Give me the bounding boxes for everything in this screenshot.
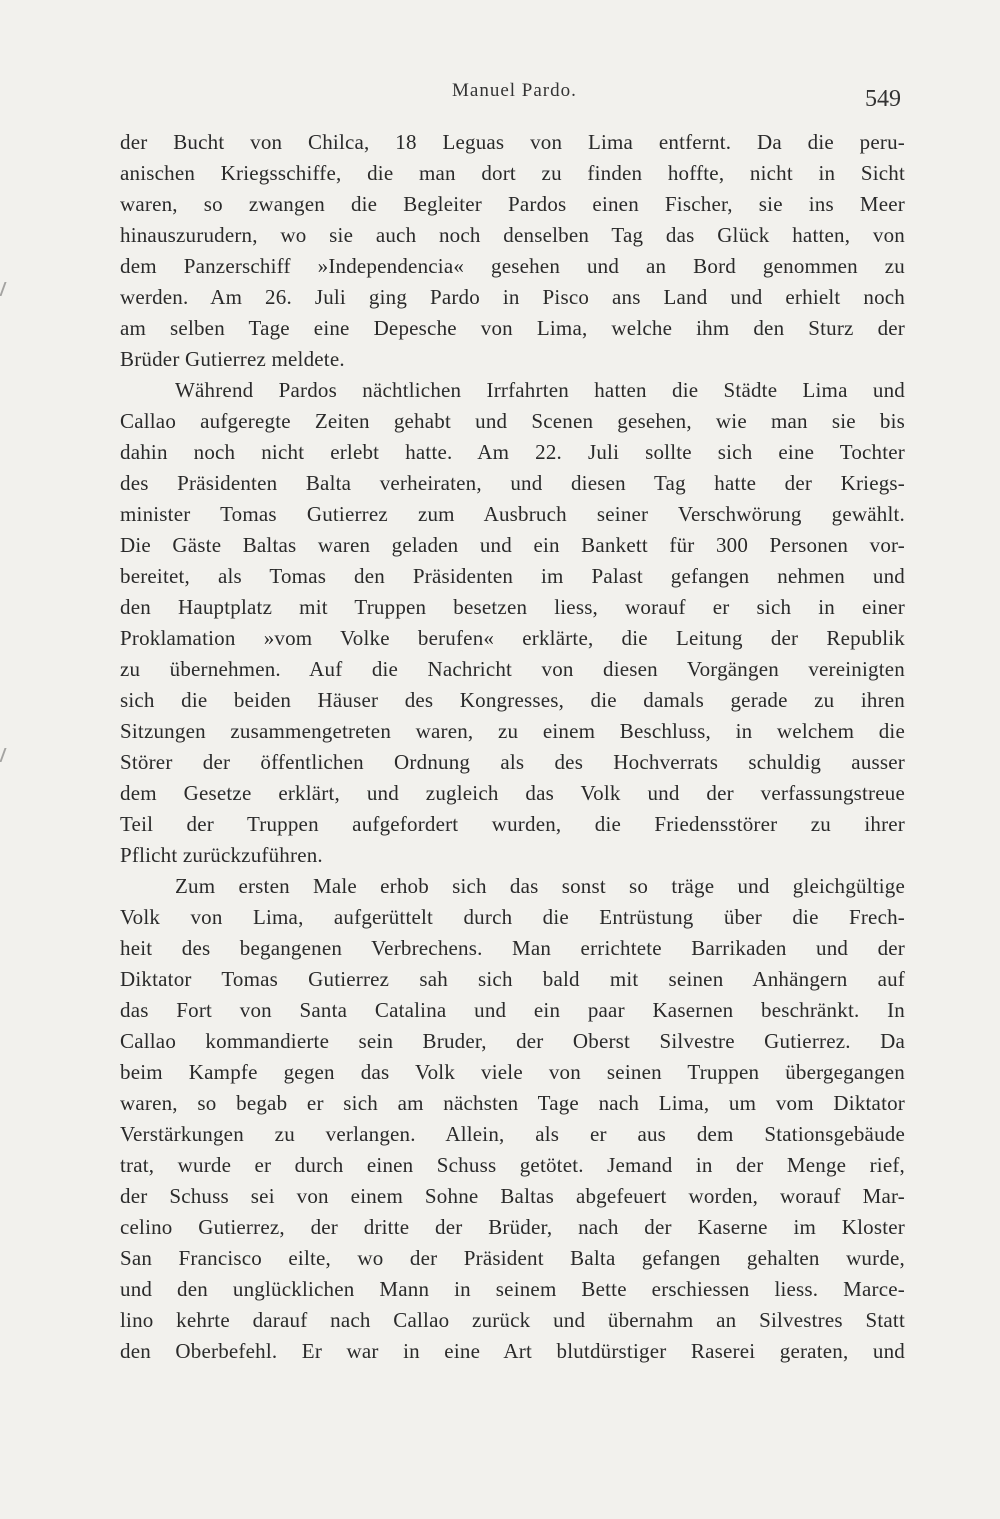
text-line: Die Gäste Baltas waren geladen und ein Bankett für 300 Personen vor- <box>120 533 905 557</box>
text-line: dahin noch nicht erlebt hatte. Am 22. Juli sollte sich eine Tochter <box>120 440 905 464</box>
text-line: bereitet, als Tomas den Präsidenten im Palast gefangen nehmen und <box>120 564 905 588</box>
text-line: heit des begangenen Verbrechens. Man errichtete Barrikaden und der <box>120 936 905 960</box>
text-line: Teil der Truppen aufgefordert wurden, die Friedensstörer zu ihrer <box>120 812 905 836</box>
text-line: Während Pardos nächtlichen Irrfahrten hatten die Städte Lima und <box>175 378 905 402</box>
text-line: das Fort von Santa Catalina und ein paar Kasernen beschränkt. In <box>120 998 905 1022</box>
text-line: Sitzungen zusammengetreten waren, zu einem Beschluss, in welchem die <box>120 719 905 743</box>
text-line: zu übernehmen. Auf die Nachricht von diesen Vorgängen vereinigten <box>120 657 905 681</box>
text-line: sich die beiden Häuser des Kongresses, die damals gerade zu ihren <box>120 688 905 712</box>
text-line: der Bucht von Chilca, 18 Leguas von Lima entfernt. Da die peru- <box>120 130 905 154</box>
text-line: minister Tomas Gutierrez zum Ausbruch seiner Verschwörung gewählt. <box>120 502 905 526</box>
text-line: Verstärkungen zu verlangen. Allein, als er aus dem Stationsgebäude <box>120 1122 905 1146</box>
text-line: dem Gesetze erklärt, und zugleich das Volk und der verfassungstreue <box>120 781 905 805</box>
text-line: der Schuss sei von einem Sohne Baltas abgefeuert worden, worauf Mar- <box>120 1184 905 1208</box>
page-number: 549 <box>865 86 901 112</box>
body-text <box>120 127 905 1367</box>
margin-mark <box>0 282 15 296</box>
text-line: Diktator Tomas Gutierrez sah sich bald mit seinen Anhängern auf <box>120 967 905 991</box>
running-head: Manuel Pardo. <box>452 80 577 101</box>
text-line: celino Gutierrez, der dritte der Brüder, nach der Kaserne im Kloster <box>120 1215 905 1239</box>
text-line: Störer der öffentlichen Ordnung als des Hochverrats schuldig ausser <box>120 750 905 774</box>
text-line: beim Kampfe gegen das Volk viele von seinen Truppen übergegangen <box>120 1060 905 1084</box>
text-line: waren, so zwangen die Begleiter Pardos einen Fischer, sie ins Meer <box>120 192 905 216</box>
text-line: Volk von Lima, aufgerüttelt durch die Entrüstung über die Frech- <box>120 905 905 929</box>
text-line: werden. Am 26. Juli ging Pardo in Pisco ans Land und erhielt noch <box>120 285 905 309</box>
text-line: waren, so begab er sich am nächsten Tage nach Lima, um vom Diktator <box>120 1091 905 1115</box>
text-line: Pflicht zurückzuführen. <box>120 843 323 867</box>
text-line: den Oberbefehl. Er war in eine Art blutdürstiger Raserei geraten, und <box>120 1339 905 1363</box>
text-line: hinauszurudern, wo sie auch noch denselben Tag das Glück hatten, von <box>120 223 905 247</box>
margin-mark <box>0 748 15 762</box>
text-line: Brüder Gutierrez meldete. <box>120 347 345 371</box>
text-line: am selben Tage eine Depesche von Lima, welche ihm den Sturz der <box>120 316 905 340</box>
text-line: lino kehrte darauf nach Callao zurück und übernahm an Silvestres Statt <box>120 1308 905 1332</box>
text-line: Callao aufgeregte Zeiten gehabt und Scenen gesehen, wie man sie bis <box>120 409 905 433</box>
text-line: und den unglücklichen Mann in seinem Bette erschiessen liess. Marce- <box>120 1277 905 1301</box>
text-line: des Präsidenten Balta verheiraten, und diesen Tag hatte der Kriegs- <box>120 471 905 495</box>
text-line: trat, wurde er durch einen Schuss getötet. Jemand in der Menge rief, <box>120 1153 905 1177</box>
text-line: Proklamation »vom Volke berufen« erklärte, die Leitung der Republik <box>120 626 905 650</box>
text-line: San Francisco eilte, wo der Präsident Balta gefangen gehalten wurde, <box>120 1246 905 1270</box>
text-line: Zum ersten Male erhob sich das sonst so träge und gleichgültige <box>175 874 905 898</box>
text-line: dem Panzerschiff »Independencia« gesehen und an Bord genommen zu <box>120 254 905 278</box>
text-line: anischen Kriegsschiffe, die man dort zu finden hoffte, nicht in Sicht <box>120 161 905 185</box>
text-line: den Hauptplatz mit Truppen besetzen liess, worauf er sich in einer <box>120 595 905 619</box>
text-line: Callao kommandierte sein Bruder, der Oberst Silvestre Gutierrez. Da <box>120 1029 905 1053</box>
